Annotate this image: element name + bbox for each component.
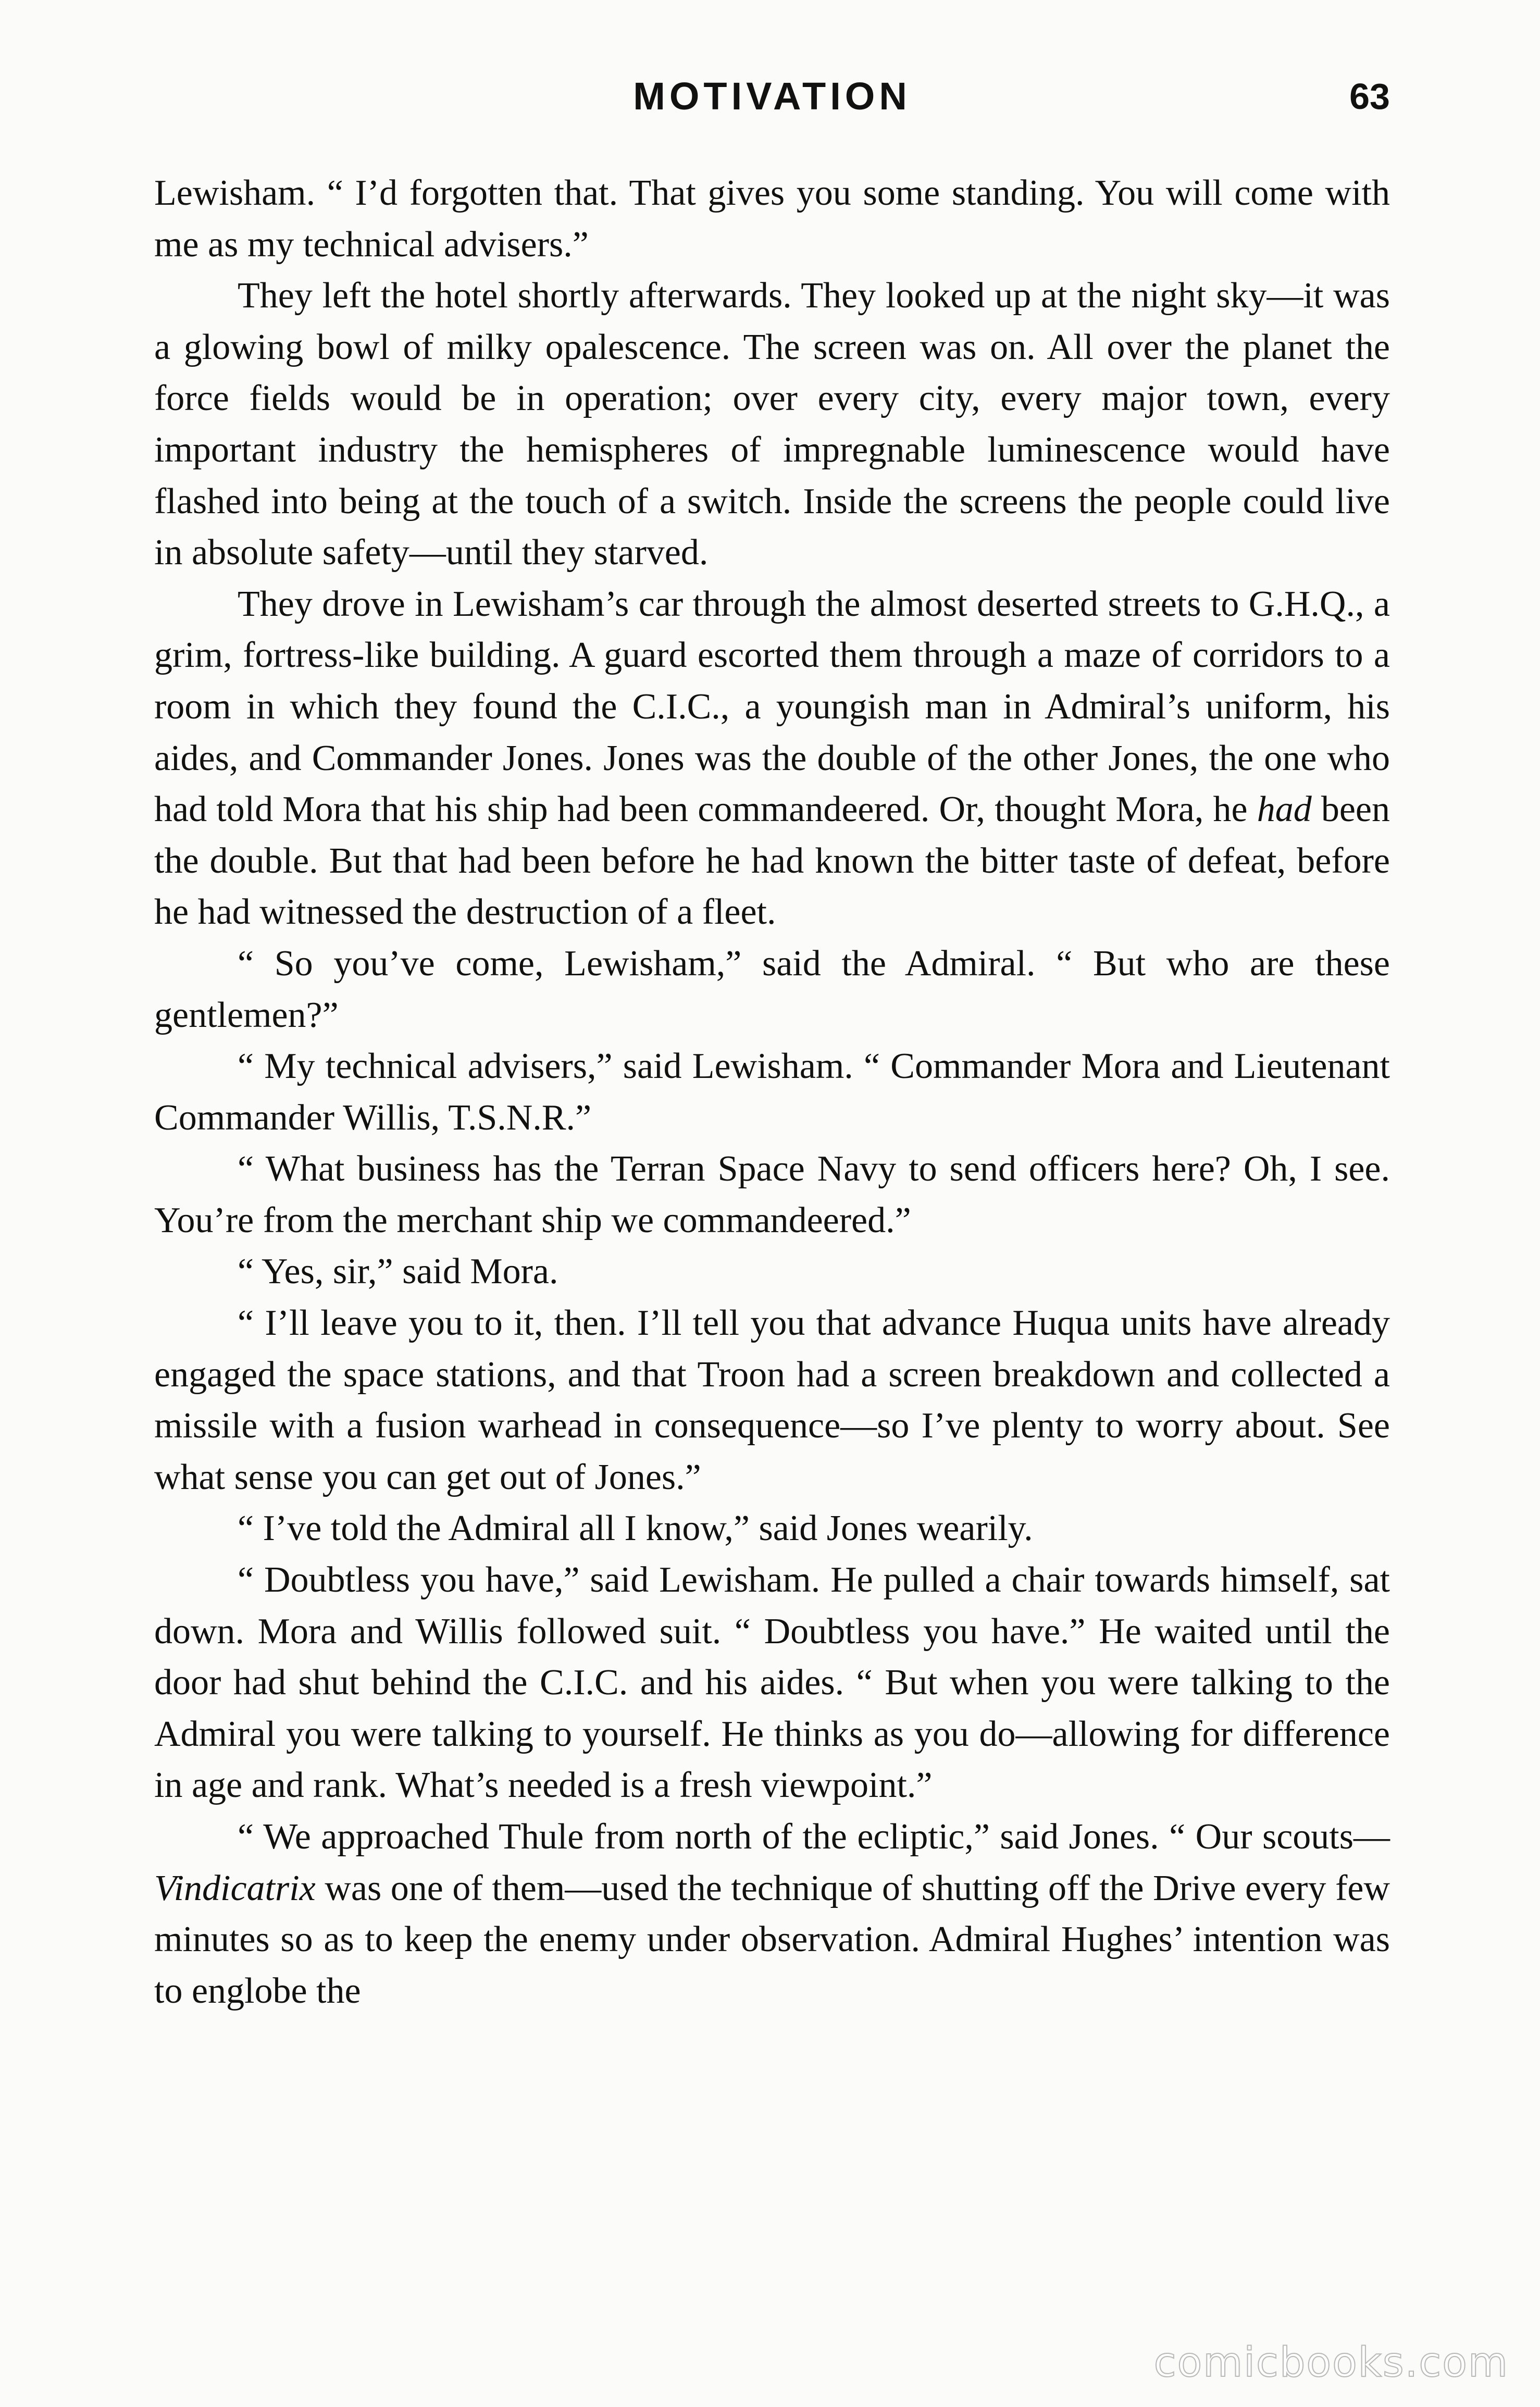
running-head: MOTIVATION — [633, 75, 911, 118]
paragraph: They left the hotel shortly afterwards. They looked up at the night sky—it was a glowing bowl of milky opalescence. The screen was on. All over the planet the force fields would be in operation; over every city, every major town, every important industry the hemispheres of impregnable luminescence would have flashed into being at the touch of a switch. Inside the screens the people could live in absolute safety—until they starved. — [154, 276, 1390, 573]
emphasis: Vindicatrix — [154, 1868, 316, 1908]
page-number: 63 — [1349, 76, 1390, 117]
paragraph: Lewisham. “ I’d forgotten that. That gives you some standing. You will come with me as my technical advisers.” — [154, 173, 1390, 265]
paragraph: “ I’ve told the Admiral all I know,” said Jones wearily. — [238, 1508, 1033, 1549]
paragraph: “ My technical advisers,” said Lewisham. “ Commander Mora and Lieutenant Commander Willis, T.S.N.R.” — [154, 1046, 1390, 1138]
paragraph: “ We approached Thule from north of the ecliptic,” said Jones. “ Our scouts—Vindicatrix was one of them—used the technique of shutting off the Drive every few minutes so as to keep the enemy under observation. Admiral Hughes’ intention was to englobe the — [154, 1817, 1390, 2011]
paragraph: “ Yes, sir,” said Mora. — [238, 1251, 558, 1292]
body-text — [154, 168, 1390, 2017]
emphasis: had — [1257, 789, 1312, 830]
paragraph: “ Doubtless you have,” said Lewisham. He pulled a chair towards himself, sat down. Mora and Willis followed suit. “ Doubtless you have.” He waited until the door had shut behind the C.I.C. and his aides. “ But when you were talking to the Admiral you were talking to yourself. He thinks as you do—allowing for difference in age and rank. What’s needed is a fresh viewpoint.” — [154, 1560, 1390, 1806]
watermark: comicbooks.com — [1153, 2339, 1509, 2386]
paragraph: They drove in Lewisham’s car through the almost deserted streets to G.H.Q., a grim, fortress-like building. A guard escorted them through a maze of corridors to a room in which they found the C.I.C., a youngish man in Admiral’s uniform, his aides, and Commander Jones. Jones was the double of the other Jones, the one who had told Mora that his ship had been commandeered. Or, thought Mora, he had been the double. But that had been before he had known the bitter taste of defeat, before he had witnessed the destruction of a fleet. — [154, 584, 1390, 933]
paragraph: “ I’ll leave you to it, then. I’ll tell you that advance Huqua units have already engaged the space stations, and that Troon had a screen breakdown and collected a missile with a fusion warhead in consequence—so I’ve plenty to worry about. See what sense you can get out of Jones.” — [154, 1303, 1390, 1497]
page-header — [154, 68, 1390, 125]
paragraph: “ So you’ve come, Lewisham,” said the Admiral. “ But who are these gentlemen?” — [154, 943, 1390, 1035]
paragraph: “ What business has the Terran Space Navy to send officers here? Oh, I see. You’re from the merchant ship we commandeered.” — [154, 1149, 1390, 1240]
